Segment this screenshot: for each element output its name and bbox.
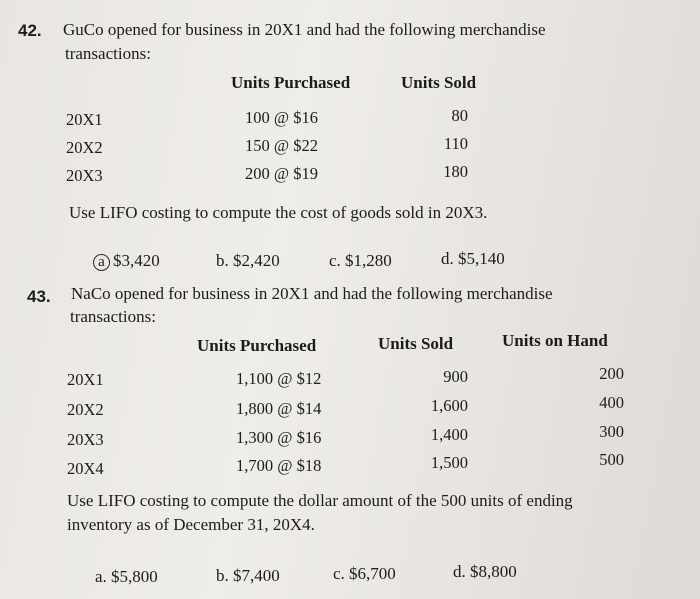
q42-option-a xyxy=(93,251,160,271)
option-letter: d. xyxy=(441,249,454,268)
q42-prompt-line1: GuCo opened for business in 20X1 and had the following merchandise xyxy=(63,20,546,39)
q43-question-line1: Use LIFO costing to compute the dollar amount of the 500 units of ending xyxy=(67,491,573,510)
q42-header-units-sold: Units Sold xyxy=(401,73,477,92)
q43-year: 20X2 xyxy=(67,400,104,419)
q42-question: Use LIFO costing to compute the cost of goods sold in 20X3. xyxy=(69,203,488,222)
q43-sold: 1,400 xyxy=(430,425,468,444)
q43-option-c xyxy=(333,564,396,584)
q42-purchased: 150 @ $22 xyxy=(245,136,318,155)
q43-year: 20X4 xyxy=(67,459,104,478)
q42-year: 20X2 xyxy=(66,138,103,157)
q43-question-line2: inventory as of December 31, 20X4. xyxy=(67,515,315,534)
q43-on-hand: 400 xyxy=(599,393,624,412)
option-value: $8,800 xyxy=(470,562,517,581)
option-value: $1,280 xyxy=(345,251,392,270)
q43-prompt-line2: transactions: xyxy=(70,307,156,326)
option-value: $5,140 xyxy=(458,249,505,268)
q43-option-d xyxy=(453,562,517,582)
option-value: $7,400 xyxy=(233,566,280,585)
q42-purchased: 100 @ $16 xyxy=(245,108,318,127)
option-letter: b. xyxy=(216,566,229,585)
q43-year: 20X3 xyxy=(67,430,104,449)
q42-sold: 180 xyxy=(443,162,468,181)
q43-header-units-sold: Units Sold xyxy=(378,334,454,353)
q42-year: 20X3 xyxy=(66,166,103,185)
option-value: $5,800 xyxy=(111,567,158,586)
option-value: $6,700 xyxy=(349,564,396,583)
q43-sold: 1,500 xyxy=(430,453,468,472)
q43-number: 43. xyxy=(27,287,51,306)
selected-answer-circle: a xyxy=(93,254,110,271)
option-letter: c. xyxy=(333,564,345,583)
q43-option-a xyxy=(95,567,158,587)
option-letter: a. xyxy=(95,567,107,586)
q43-header-units-purchased: Units Purchased xyxy=(197,336,317,355)
q42-purchased: 200 @ $19 xyxy=(245,164,318,183)
q42-header-units-purchased: Units Purchased xyxy=(231,73,351,92)
option-letter: c. xyxy=(329,251,341,270)
q43-purchased: 1,800 @ $14 xyxy=(236,399,322,418)
q43-prompt-line1: NaCo opened for business in 20X1 and had the following merchandise xyxy=(71,284,553,303)
q42-option-c xyxy=(329,251,392,271)
q43-header-units-on-hand: Units on Hand xyxy=(502,331,608,350)
q43-sold: 1,600 xyxy=(430,396,468,415)
q42-option-b xyxy=(216,251,280,271)
q43-on-hand: 200 xyxy=(599,364,624,383)
q42-year: 20X1 xyxy=(66,110,103,129)
q43-on-hand: 500 xyxy=(599,450,624,469)
q43-sold: 900 xyxy=(443,367,468,386)
q43-purchased: 1,300 @ $16 xyxy=(236,428,322,447)
q43-on-hand: 300 xyxy=(599,422,624,441)
q42-sold: 80 xyxy=(451,106,468,125)
q42-sold: 110 xyxy=(443,134,468,153)
option-letter: d. xyxy=(453,562,466,581)
q42-option-d xyxy=(441,249,505,269)
q43-year: 20X1 xyxy=(67,370,104,389)
q43-option-b xyxy=(216,566,280,586)
q42-prompt-line2: transactions: xyxy=(65,44,151,63)
q43-purchased: 1,100 @ $12 xyxy=(236,369,322,388)
q42-number: 42. xyxy=(18,21,42,40)
option-letter: b. xyxy=(216,251,229,270)
option-value: $3,420 xyxy=(113,251,160,270)
option-value: $2,420 xyxy=(233,251,280,270)
q43-purchased: 1,700 @ $18 xyxy=(236,456,322,475)
